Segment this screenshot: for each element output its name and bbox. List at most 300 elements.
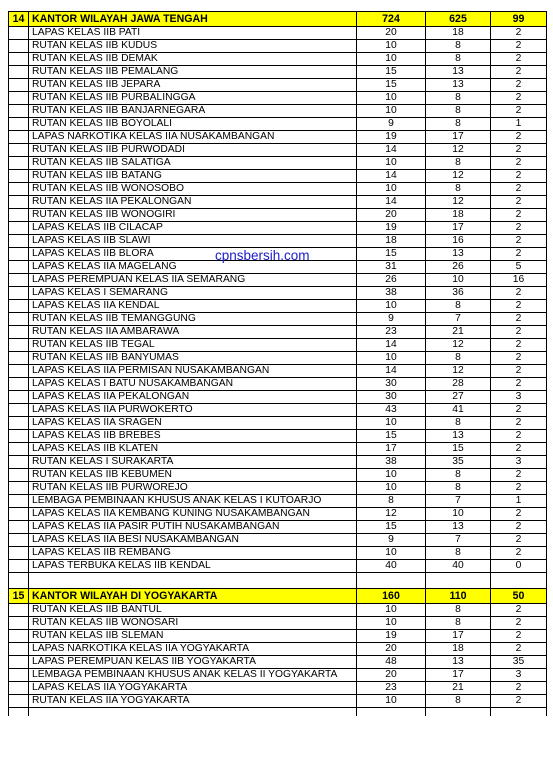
table-row <box>9 495 547 508</box>
table-row <box>9 682 547 695</box>
quota-b: 13 <box>426 248 491 261</box>
quota-c: 2 <box>491 222 547 235</box>
unit-name: LAPAS KELAS IIA BESI NUSAKAMBANGAN <box>29 534 357 547</box>
quota-c: 2 <box>491 131 547 144</box>
quota-b: 13 <box>426 521 491 534</box>
unit-name: LAPAS KELAS IIB KLATEN <box>29 443 357 456</box>
region-name: KANTOR WILAYAH DI YOGYAKARTA <box>29 589 357 604</box>
table-row <box>9 170 547 183</box>
quota-a: 23 <box>357 326 426 339</box>
unit-name: LAPAS KELAS IIB SLAWI <box>29 235 357 248</box>
row-number-cell <box>9 521 29 534</box>
spacer-cell <box>491 573 547 589</box>
table-row <box>9 326 547 339</box>
quota-c: 2 <box>491 404 547 417</box>
unit-name: RUTAN KELAS IIB WONOSOBO <box>29 183 357 196</box>
quota-c: 2 <box>491 521 547 534</box>
table-row <box>9 40 547 53</box>
row-number-cell <box>9 222 29 235</box>
formation-table-body <box>9 12 547 717</box>
quota-a: 14 <box>357 144 426 157</box>
unit-name: LAPAS KELAS IIA KEMBANG KUNING NUSAKAMBANGAN <box>29 508 357 521</box>
quota-c: 2 <box>491 144 547 157</box>
quota-c: 2 <box>491 630 547 643</box>
row-number-cell <box>9 669 29 682</box>
row-number-cell <box>9 443 29 456</box>
table-row <box>9 53 547 66</box>
quota-a: 43 <box>357 404 426 417</box>
row-number-cell <box>9 183 29 196</box>
quota-c: 0 <box>491 560 547 573</box>
row-number-cell <box>9 313 29 326</box>
region-number: 14 <box>9 12 29 27</box>
table-row <box>9 430 547 443</box>
quota-a: 15 <box>357 248 426 261</box>
quota-c: 1 <box>491 495 547 508</box>
table-row <box>9 378 547 391</box>
tail-cell <box>426 708 491 717</box>
table-row <box>9 391 547 404</box>
quota-b: 8 <box>426 417 491 430</box>
region-header-row <box>9 589 547 604</box>
quota-b: 12 <box>426 170 491 183</box>
quota-a: 8 <box>357 495 426 508</box>
table-row <box>9 547 547 560</box>
quota-c: 2 <box>491 604 547 617</box>
table-row <box>9 352 547 365</box>
quota-a: 15 <box>357 79 426 92</box>
section-spacer-row <box>9 573 547 589</box>
unit-name: LAPAS KELAS IIA KENDAL <box>29 300 357 313</box>
unit-name: LEMBAGA PEMBINAAN KHUSUS ANAK KELAS I KUTOARJO <box>29 495 357 508</box>
row-number-cell <box>9 300 29 313</box>
quota-c: 2 <box>491 287 547 300</box>
quota-b: 8 <box>426 604 491 617</box>
unit-name: LAPAS PEREMPUAN KELAS IIA SEMARANG <box>29 274 357 287</box>
quota-b: 26 <box>426 261 491 274</box>
table-row <box>9 560 547 573</box>
table-row <box>9 534 547 547</box>
quota-b: 18 <box>426 27 491 40</box>
quota-b: 8 <box>426 183 491 196</box>
row-number-cell <box>9 157 29 170</box>
region-total-a: 724 <box>357 12 426 27</box>
quota-b: 28 <box>426 378 491 391</box>
quota-c: 2 <box>491 469 547 482</box>
table-row <box>9 443 547 456</box>
quota-b: 35 <box>426 456 491 469</box>
table-row <box>9 469 547 482</box>
unit-name: RUTAN KELAS IIB JEPARA <box>29 79 357 92</box>
row-number-cell <box>9 430 29 443</box>
quota-a: 23 <box>357 682 426 695</box>
quota-b: 15 <box>426 443 491 456</box>
table-row <box>9 508 547 521</box>
quota-b: 12 <box>426 339 491 352</box>
table-row <box>9 300 547 313</box>
unit-name: RUTAN KELAS IIB BOYOLALI <box>29 118 357 131</box>
unit-name: RUTAN KELAS I SURAKARTA <box>29 456 357 469</box>
unit-name: LAPAS KELAS I BATU NUSAKAMBANGAN <box>29 378 357 391</box>
quota-c: 2 <box>491 508 547 521</box>
table-row <box>9 157 547 170</box>
row-number-cell <box>9 261 29 274</box>
unit-name: LAPAS TERBUKA KELAS IIB KENDAL <box>29 560 357 573</box>
table-row <box>9 339 547 352</box>
table-row <box>9 404 547 417</box>
unit-name: LEMBAGA PEMBINAAN KHUSUS ANAK KELAS II YOGYAKARTA <box>29 669 357 682</box>
quota-c: 3 <box>491 669 547 682</box>
row-number-cell <box>9 144 29 157</box>
table-row <box>9 105 547 118</box>
quota-a: 30 <box>357 378 426 391</box>
table-tail-row <box>9 708 547 717</box>
unit-name: RUTAN KELAS IIB DEMAK <box>29 53 357 66</box>
table-row <box>9 222 547 235</box>
region-header-row <box>9 12 547 27</box>
quota-c: 2 <box>491 105 547 118</box>
unit-name: LAPAS KELAS IIB REMBANG <box>29 547 357 560</box>
row-number-cell <box>9 682 29 695</box>
quota-c: 2 <box>491 430 547 443</box>
quota-b: 8 <box>426 352 491 365</box>
unit-name: RUTAN KELAS IIB TEGAL <box>29 339 357 352</box>
quota-b: 8 <box>426 53 491 66</box>
unit-name: LAPAS KELAS IIB CILACAP <box>29 222 357 235</box>
unit-name: LAPAS KELAS IIA YOGYAKARTA <box>29 682 357 695</box>
row-number-cell <box>9 495 29 508</box>
quota-b: 17 <box>426 131 491 144</box>
quota-c: 2 <box>491 79 547 92</box>
table-row <box>9 417 547 430</box>
quota-b: 13 <box>426 66 491 79</box>
quota-b: 13 <box>426 656 491 669</box>
quota-a: 10 <box>357 604 426 617</box>
formation-table <box>8 11 547 716</box>
row-number-cell <box>9 391 29 404</box>
quota-c: 3 <box>491 391 547 404</box>
quota-a: 14 <box>357 365 426 378</box>
row-number-cell <box>9 417 29 430</box>
table-row <box>9 287 547 300</box>
quota-c: 2 <box>491 417 547 430</box>
unit-name: RUTAN KELAS IIB BANTUL <box>29 604 357 617</box>
table-row <box>9 235 547 248</box>
row-number-cell <box>9 339 29 352</box>
spacer-cell <box>29 573 357 589</box>
quota-a: 10 <box>357 617 426 630</box>
quota-a: 10 <box>357 157 426 170</box>
row-number-cell <box>9 66 29 79</box>
quota-a: 10 <box>357 53 426 66</box>
quota-c: 2 <box>491 352 547 365</box>
quota-c: 2 <box>491 157 547 170</box>
quota-a: 20 <box>357 669 426 682</box>
quota-b: 7 <box>426 534 491 547</box>
table-row <box>9 209 547 222</box>
row-number-cell <box>9 248 29 261</box>
unit-name: RUTAN KELAS IIB WONOGIRI <box>29 209 357 222</box>
quota-a: 14 <box>357 196 426 209</box>
row-number-cell <box>9 378 29 391</box>
quota-a: 19 <box>357 131 426 144</box>
quota-a: 20 <box>357 209 426 222</box>
row-number-cell <box>9 604 29 617</box>
table-row <box>9 274 547 287</box>
quota-a: 20 <box>357 27 426 40</box>
region-total-b: 110 <box>426 589 491 604</box>
quota-a: 10 <box>357 547 426 560</box>
quota-b: 13 <box>426 79 491 92</box>
quota-b: 8 <box>426 92 491 105</box>
quota-c: 2 <box>491 482 547 495</box>
quota-a: 10 <box>357 695 426 708</box>
quota-a: 15 <box>357 430 426 443</box>
quota-b: 36 <box>426 287 491 300</box>
quota-a: 10 <box>357 105 426 118</box>
unit-name: LAPAS NARKOTIKA KELAS IIA NUSAKAMBANGAN <box>29 131 357 144</box>
unit-name: LAPAS NARKOTIKA KELAS IIA YOGYAKARTA <box>29 643 357 656</box>
quota-a: 26 <box>357 274 426 287</box>
quota-a: 10 <box>357 300 426 313</box>
row-number-cell <box>9 131 29 144</box>
quota-a: 10 <box>357 469 426 482</box>
quota-b: 8 <box>426 469 491 482</box>
quota-a: 9 <box>357 118 426 131</box>
unit-name: RUTAN KELAS IIB BANJARNEGARA <box>29 105 357 118</box>
quota-c: 2 <box>491 170 547 183</box>
table-row <box>9 643 547 656</box>
spacer-cell <box>9 573 29 589</box>
row-number-cell <box>9 482 29 495</box>
region-number: 15 <box>9 589 29 604</box>
row-number-cell <box>9 534 29 547</box>
unit-name: RUTAN KELAS IIB BATANG <box>29 170 357 183</box>
quota-a: 15 <box>357 521 426 534</box>
quota-a: 20 <box>357 643 426 656</box>
quota-b: 18 <box>426 643 491 656</box>
table-row <box>9 79 547 92</box>
quota-b: 10 <box>426 508 491 521</box>
unit-name: RUTAN KELAS IIB SLEMAN <box>29 630 357 643</box>
row-number-cell <box>9 508 29 521</box>
quota-c: 2 <box>491 617 547 630</box>
quota-a: 14 <box>357 170 426 183</box>
quota-b: 17 <box>426 630 491 643</box>
quota-a: 9 <box>357 534 426 547</box>
quota-b: 41 <box>426 404 491 417</box>
quota-a: 18 <box>357 235 426 248</box>
row-number-cell <box>9 79 29 92</box>
table-row <box>9 456 547 469</box>
unit-name: RUTAN KELAS IIB KUDUS <box>29 40 357 53</box>
quota-a: 10 <box>357 417 426 430</box>
quota-a: 40 <box>357 560 426 573</box>
tail-cell <box>491 708 547 717</box>
quota-b: 12 <box>426 196 491 209</box>
unit-name: LAPAS KELAS IIB BLORA <box>29 248 357 261</box>
quota-a: 19 <box>357 222 426 235</box>
quota-c: 2 <box>491 235 547 248</box>
row-number-cell <box>9 456 29 469</box>
row-number-cell <box>9 170 29 183</box>
quota-c: 2 <box>491 92 547 105</box>
quota-a: 19 <box>357 630 426 643</box>
quota-c: 2 <box>491 27 547 40</box>
table-row <box>9 365 547 378</box>
quota-a: 38 <box>357 456 426 469</box>
row-number-cell <box>9 656 29 669</box>
quota-c: 1 <box>491 118 547 131</box>
row-number-cell <box>9 695 29 708</box>
row-number-cell <box>9 287 29 300</box>
table-row <box>9 313 547 326</box>
unit-name: LAPAS KELAS IIA PASIR PUTIH NUSAKAMBANGAN <box>29 521 357 534</box>
quota-c: 2 <box>491 682 547 695</box>
quota-c: 2 <box>491 300 547 313</box>
quota-c: 2 <box>491 183 547 196</box>
row-number-cell <box>9 274 29 287</box>
quota-a: 10 <box>357 352 426 365</box>
region-total-a: 160 <box>357 589 426 604</box>
unit-name: RUTAN KELAS IIB WONOSARI <box>29 617 357 630</box>
quota-a: 12 <box>357 508 426 521</box>
unit-name: LAPAS KELAS IIB PATI <box>29 27 357 40</box>
table-row <box>9 66 547 79</box>
quota-c: 2 <box>491 248 547 261</box>
unit-name: RUTAN KELAS IIB TEMANGGUNG <box>29 313 357 326</box>
spacer-cell <box>357 573 426 589</box>
unit-name: RUTAN KELAS IIB PURWODADI <box>29 144 357 157</box>
quota-c: 2 <box>491 196 547 209</box>
row-number-cell <box>9 196 29 209</box>
quota-c: 2 <box>491 378 547 391</box>
quota-c: 16 <box>491 274 547 287</box>
unit-name: RUTAN KELAS IIA PEKALONGAN <box>29 196 357 209</box>
quota-a: 48 <box>357 656 426 669</box>
quota-c: 35 <box>491 656 547 669</box>
table-row <box>9 617 547 630</box>
table-row <box>9 482 547 495</box>
unit-name: RUTAN KELAS IIB PEMALANG <box>29 66 357 79</box>
row-number-cell <box>9 560 29 573</box>
unit-name: RUTAN KELAS IIA YOGYAKARTA <box>29 695 357 708</box>
row-number-cell <box>9 404 29 417</box>
row-number-cell <box>9 27 29 40</box>
quota-c: 2 <box>491 313 547 326</box>
tail-cell <box>357 708 426 717</box>
quota-c: 2 <box>491 695 547 708</box>
quota-c: 2 <box>491 534 547 547</box>
quota-c: 2 <box>491 326 547 339</box>
quota-c: 2 <box>491 643 547 656</box>
table-row <box>9 196 547 209</box>
table-row <box>9 183 547 196</box>
quota-c: 2 <box>491 209 547 222</box>
table-row <box>9 695 547 708</box>
quota-b: 12 <box>426 365 491 378</box>
quota-b: 7 <box>426 313 491 326</box>
quota-b: 13 <box>426 430 491 443</box>
region-total-b: 625 <box>426 12 491 27</box>
quota-b: 8 <box>426 300 491 313</box>
quota-b: 8 <box>426 617 491 630</box>
quota-b: 21 <box>426 682 491 695</box>
quota-c: 2 <box>491 547 547 560</box>
quota-a: 38 <box>357 287 426 300</box>
row-number-cell <box>9 235 29 248</box>
unit-name: LAPAS PEREMPUAN KELAS IIB YOGYAKARTA <box>29 656 357 669</box>
formation-table-sheet <box>8 11 546 716</box>
quota-b: 8 <box>426 118 491 131</box>
row-number-cell <box>9 643 29 656</box>
watermark-text: cpnsbersih.com <box>215 248 310 263</box>
quota-c: 2 <box>491 365 547 378</box>
row-number-cell <box>9 617 29 630</box>
quota-a: 10 <box>357 92 426 105</box>
quota-a: 15 <box>357 66 426 79</box>
unit-name: LAPAS KELAS I SEMARANG <box>29 287 357 300</box>
quota-b: 7 <box>426 495 491 508</box>
region-total-c: 50 <box>491 589 547 604</box>
quota-a: 10 <box>357 183 426 196</box>
quota-b: 40 <box>426 560 491 573</box>
unit-name: LAPAS KELAS IIB BREBES <box>29 430 357 443</box>
quota-b: 17 <box>426 669 491 682</box>
row-number-cell <box>9 105 29 118</box>
table-row <box>9 27 547 40</box>
table-row <box>9 131 547 144</box>
quota-b: 8 <box>426 695 491 708</box>
row-number-cell <box>9 118 29 131</box>
unit-name: LAPAS KELAS IIA SRAGEN <box>29 417 357 430</box>
row-number-cell <box>9 630 29 643</box>
quota-b: 21 <box>426 326 491 339</box>
unit-name: LAPAS KELAS IIA PEKALONGAN <box>29 391 357 404</box>
quota-c: 2 <box>491 66 547 79</box>
quota-b: 8 <box>426 157 491 170</box>
row-number-cell <box>9 209 29 222</box>
table-row <box>9 604 547 617</box>
table-row <box>9 630 547 643</box>
quota-a: 31 <box>357 261 426 274</box>
quota-c: 2 <box>491 40 547 53</box>
quota-c: 2 <box>491 53 547 66</box>
unit-name: RUTAN KELAS IIA AMBARAWA <box>29 326 357 339</box>
row-number-cell <box>9 365 29 378</box>
quota-a: 10 <box>357 40 426 53</box>
quota-c: 5 <box>491 261 547 274</box>
table-row <box>9 118 547 131</box>
quota-b: 8 <box>426 105 491 118</box>
quota-a: 14 <box>357 339 426 352</box>
quota-a: 17 <box>357 443 426 456</box>
row-number-cell <box>9 92 29 105</box>
quota-c: 3 <box>491 456 547 469</box>
table-row <box>9 669 547 682</box>
quota-b: 12 <box>426 144 491 157</box>
quota-b: 8 <box>426 482 491 495</box>
tail-cell <box>29 708 357 717</box>
quota-a: 9 <box>357 313 426 326</box>
unit-name: RUTAN KELAS IIB SALATIGA <box>29 157 357 170</box>
unit-name: RUTAN KELAS IIB PURWOREJO <box>29 482 357 495</box>
quota-b: 27 <box>426 391 491 404</box>
row-number-cell <box>9 352 29 365</box>
unit-name: LAPAS KELAS IIA PERMISAN NUSAKAMBANGAN <box>29 365 357 378</box>
quota-b: 8 <box>426 547 491 560</box>
row-number-cell <box>9 53 29 66</box>
